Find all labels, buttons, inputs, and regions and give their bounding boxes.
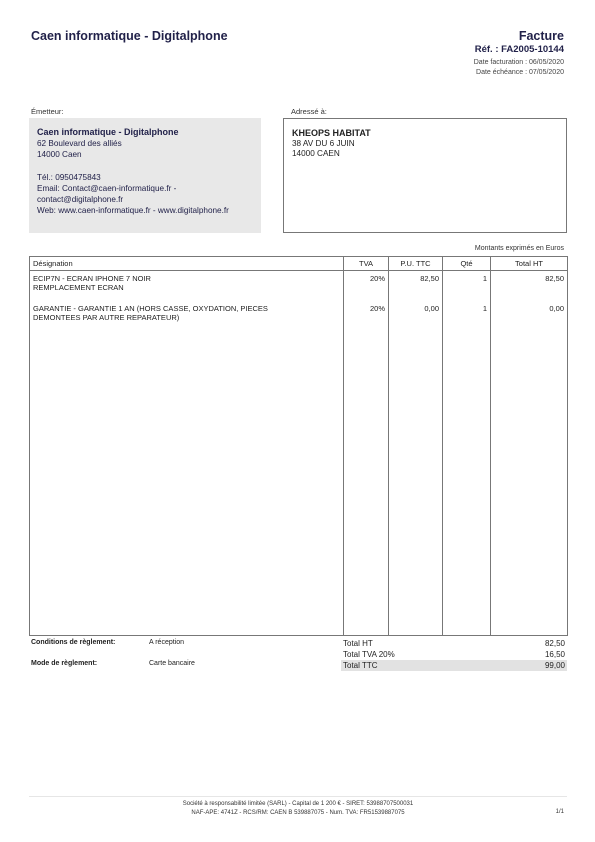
legal-footer xyxy=(29,800,567,818)
invoice-date: Date facturation : 06/05/2020 xyxy=(473,59,564,66)
payment-mode-label: Mode de règlement: xyxy=(31,660,98,667)
recipient-name: KHEOPS HABITAT xyxy=(292,128,371,138)
header-designation: Désignation xyxy=(30,257,344,271)
legal-footer-line1: Société à responsabilité limitée (SARL) - Capital de 1 200 € - SIRET: 53988707500031 xyxy=(182,801,414,807)
payment-terms-value: A réception xyxy=(149,639,185,646)
line-unit-price: 82,50 xyxy=(389,271,443,301)
line-unit-price: 0,00 xyxy=(389,301,443,636)
line-total-ht: 82,50 xyxy=(491,271,568,301)
payment-terms-label: Conditions de règlement: xyxy=(31,639,116,646)
line-designation-detail: DEMONTEES PAR AUTRE REPARATEUR) xyxy=(33,312,180,322)
sender-email-continued: contact@digitalphone.fr xyxy=(37,195,124,205)
invoice-lines-table xyxy=(29,256,568,636)
recipient-block xyxy=(283,118,567,233)
header-unit-price: P.U. TTC xyxy=(389,257,443,271)
line-designation-main: GARANTIE - GARANTIE 1 AN (HORS CASSE, OXYDATION, PIECES xyxy=(33,303,268,313)
legal-footer-line2: NAF-APE: 4741Z - RCS/RM: CAEN B 539887075 - Num. TVA: FR51539887075 xyxy=(191,810,405,816)
invoice-reference: Réf. : FA2005-10144 xyxy=(474,44,564,55)
due-date: Date échéance : 07/05/2020 xyxy=(476,68,564,76)
amounts-currency-note: Montants exprimés en Euros xyxy=(474,245,564,252)
total-tva-label: Total TVA 20% xyxy=(343,650,395,659)
header-quantity: Qté xyxy=(443,257,491,271)
total-ttc-label: Total TTC xyxy=(343,661,378,670)
invoice-dates xyxy=(474,58,564,77)
line-tva: 20% xyxy=(344,301,389,636)
sender-phone: Tél.: 0950475843 xyxy=(37,172,101,182)
total-tva-row xyxy=(341,649,567,660)
sender-email: Email: Contact@caen-informatique.fr - xyxy=(37,183,177,193)
company-name: Caen informatique - Digitalphone xyxy=(31,29,228,43)
sender-city: 14000 Caen xyxy=(37,150,82,160)
sender-website: Web: www.caen-informatique.fr - www.digitalphone.fr xyxy=(37,206,229,216)
page-number: 1/1 xyxy=(555,809,564,815)
total-tva-value: 16,50 xyxy=(544,650,565,659)
sender-name: Caen informatique - Digitalphone xyxy=(37,127,179,137)
header-tva: TVA xyxy=(344,257,389,271)
document-type-title: Facture xyxy=(518,29,564,43)
line-designation xyxy=(30,271,344,301)
totals-block xyxy=(341,638,567,671)
total-ht-label: Total HT xyxy=(343,639,373,648)
line-designation xyxy=(30,301,344,636)
recipient-street: 38 AV DU 6 JUIN xyxy=(292,138,355,148)
table-header-row xyxy=(30,257,568,271)
recipient-label: Adressé à: xyxy=(291,107,327,116)
line-designation-detail: REMPLACEMENT ECRAN xyxy=(33,283,124,292)
footer-divider xyxy=(29,796,567,797)
line-quantity: 1 xyxy=(443,271,491,301)
sender-street: 62 Boulevard des alliés xyxy=(37,139,122,149)
line-tva: 20% xyxy=(344,271,389,301)
sender-label: Émetteur: xyxy=(31,107,64,116)
total-ttc-row xyxy=(341,660,567,671)
header-total-ht: Total HT xyxy=(491,257,568,271)
recipient-city: 14000 CAEN xyxy=(292,149,340,158)
table-row xyxy=(30,271,568,301)
line-total-ht: 0,00 xyxy=(491,301,568,636)
total-ttc-value: 99,00 xyxy=(544,661,565,670)
table-row xyxy=(30,301,568,636)
total-ht-value: 82,50 xyxy=(544,639,565,648)
sender-block xyxy=(29,118,261,233)
total-ht-row xyxy=(341,638,567,649)
line-designation-main: ECIP7N - ECRAN IPHONE 7 NOIR xyxy=(33,274,151,283)
line-quantity: 1 xyxy=(443,301,491,636)
payment-mode-value: Carte bancaire xyxy=(149,660,195,667)
